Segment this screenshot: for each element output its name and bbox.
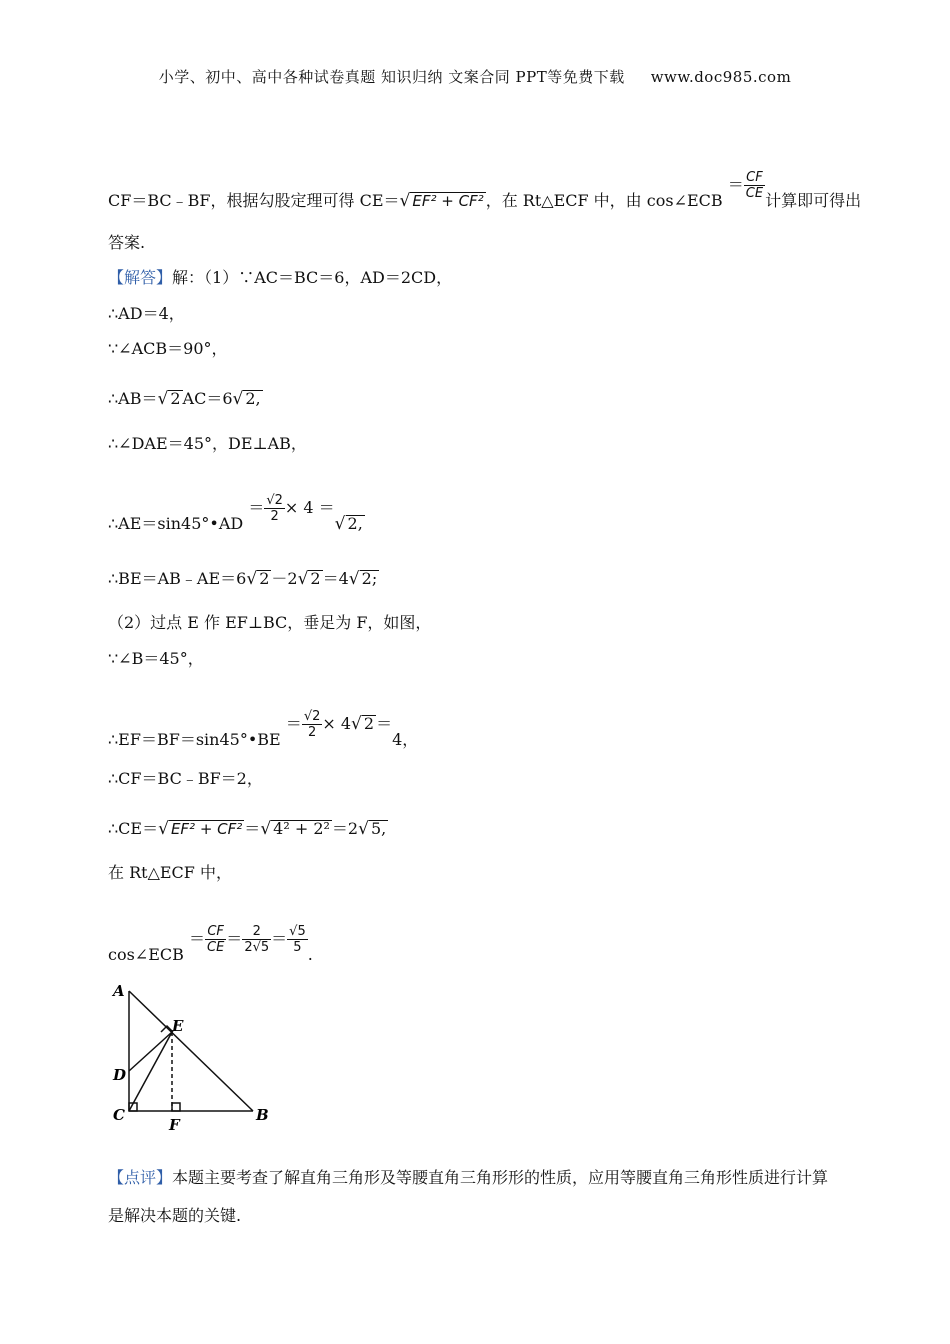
sqrt-sign: √	[297, 569, 309, 589]
sqrt-sign: √	[246, 569, 258, 589]
intro-line-1	[108, 170, 862, 217]
text: ∴EF＝BF＝sin45°•BE	[108, 730, 281, 749]
frac-den: 2	[302, 724, 323, 740]
text: ＝	[244, 819, 261, 838]
intro-text-a: CF＝BC﹣BF，根据勾股定理可得 CE＝	[108, 191, 400, 210]
solution-line-13: 在 Rt△ECF 中，	[108, 863, 232, 882]
text: cos∠ECB	[108, 945, 184, 964]
frac-den: CE	[207, 940, 225, 955]
equals-sign: ＝	[226, 929, 243, 948]
equals-sign: ＝	[285, 714, 302, 733]
comment-line-2: 是解决本题的关键.	[108, 1206, 242, 1225]
header-url: www.doc985.com	[650, 68, 792, 86]
solution-line-9: ∵∠B＝45°，	[108, 649, 204, 668]
header-title: 小学、初中、高中各种试卷真题 知识归纳 文案合同 PPT等免费下载	[158, 68, 625, 86]
segment-ab	[129, 991, 253, 1111]
label-c: C	[113, 1106, 125, 1124]
frac-num: CF	[207, 924, 224, 939]
frac-den: 2	[264, 508, 285, 524]
sqrt-sign: √	[158, 819, 169, 839]
label-e: E	[172, 1017, 184, 1035]
fraction	[205, 924, 226, 955]
text: × 4	[322, 714, 352, 733]
radicand: 2	[310, 569, 321, 588]
intro-text-b: ，在 Rt△ECF 中，由 cos∠ECB	[485, 191, 723, 210]
intro-text-c: 计算即可得出	[765, 191, 862, 210]
radicand: 5,	[370, 819, 387, 838]
solution-line-3: ∵∠ACB＝90°，	[108, 339, 228, 358]
comment-line-1	[108, 1167, 828, 1189]
equals-sign: ＝	[188, 929, 205, 948]
text: 4，	[392, 730, 419, 749]
text: ∴AE＝sin45°•AD	[108, 514, 244, 533]
text: AC＝6	[182, 389, 233, 408]
solution-tag: 【解答】	[108, 268, 173, 287]
radicand: 2	[170, 389, 181, 408]
frac-num: √2	[266, 493, 283, 508]
sqrt-sign: √	[399, 191, 411, 211]
text: ＝2	[331, 819, 359, 838]
sqrt-sign: √	[348, 569, 360, 589]
triangle-diagram	[106, 978, 281, 1133]
sqrt-sign: √	[351, 714, 362, 734]
right-angle-f	[172, 1103, 180, 1111]
segment-ce	[129, 1032, 172, 1111]
text: ∴CE＝	[108, 819, 159, 838]
sqrt-sign: √	[358, 819, 369, 839]
solution-line-10	[108, 709, 419, 756]
fraction	[264, 493, 285, 524]
text: ∴BE＝AB﹣AE＝6	[108, 569, 247, 588]
frac-num: √5	[289, 924, 306, 939]
label-b: B	[256, 1106, 269, 1124]
frac-num: CF	[746, 170, 763, 185]
solution-line-4	[108, 388, 263, 410]
intro-ce-expr: EF² + CF²	[412, 192, 484, 210]
sqrt-sign: √	[260, 819, 272, 839]
label-f: F	[169, 1116, 180, 1133]
comment-text: 本题主要考查了解直角三角形及等腰直角三角形形的性质，应用等腰直角三角形性质进行计算	[172, 1168, 829, 1187]
equals-sign: ＝	[727, 175, 744, 194]
text: ＝	[376, 714, 393, 733]
radicand: 2,	[245, 389, 261, 408]
sqrt-sign: √	[334, 514, 346, 534]
radicand: 2	[363, 714, 375, 733]
text: ∴AB＝	[108, 389, 158, 408]
frac-den: 2√5	[244, 940, 270, 955]
intro-fraction	[744, 170, 765, 201]
solution-line-6	[108, 493, 365, 540]
radicand: 4² + 2²	[273, 819, 330, 838]
intro-line-2: 答案.	[108, 233, 146, 252]
label-d: D	[113, 1066, 127, 1084]
radicand: 2;	[361, 569, 378, 588]
frac-den: 5	[287, 939, 308, 955]
radicand: EF² + CF²	[170, 820, 243, 838]
sqrt-sign: √	[157, 389, 169, 409]
text: × 4 ＝	[284, 498, 335, 517]
page-header	[0, 66, 950, 87]
solution-line-11: ∴CF＝BC﹣BF＝2，	[108, 769, 263, 788]
radicand: 2	[259, 569, 270, 588]
fraction	[287, 924, 308, 955]
solution-line-12	[108, 818, 388, 840]
frac-num: √2	[303, 709, 321, 724]
frac-den: CE	[745, 186, 764, 201]
solution-text: 解：（1）∵AC＝BC＝6，AD＝2CD，	[172, 268, 453, 287]
fraction	[242, 924, 271, 955]
radicand: 2,	[347, 514, 363, 533]
text: －2	[271, 569, 298, 588]
frac-num: 2	[252, 924, 261, 939]
label-a: A	[113, 982, 125, 1000]
solution-line-5: ∴∠DAE＝45°，DE⊥AB，	[108, 434, 307, 453]
solution-line-1	[108, 267, 452, 289]
text: .	[307, 945, 313, 964]
sqrt-sign: √	[232, 389, 244, 409]
solution-line-14	[108, 924, 313, 971]
segment-de	[129, 1032, 172, 1071]
equals-sign: ＝	[271, 929, 288, 948]
geometry-figure	[106, 978, 281, 1137]
solution-line-2: ∴AD＝4，	[108, 304, 185, 323]
solution-line-7	[108, 568, 379, 590]
comment-tag: 【点评】	[108, 1168, 173, 1187]
equals-sign: ＝	[248, 498, 265, 517]
fraction	[302, 709, 323, 740]
text: ＝4	[322, 569, 349, 588]
solution-line-8: （2）过点 E 作 EF⊥BC，垂足为 F，如图，	[108, 613, 432, 632]
